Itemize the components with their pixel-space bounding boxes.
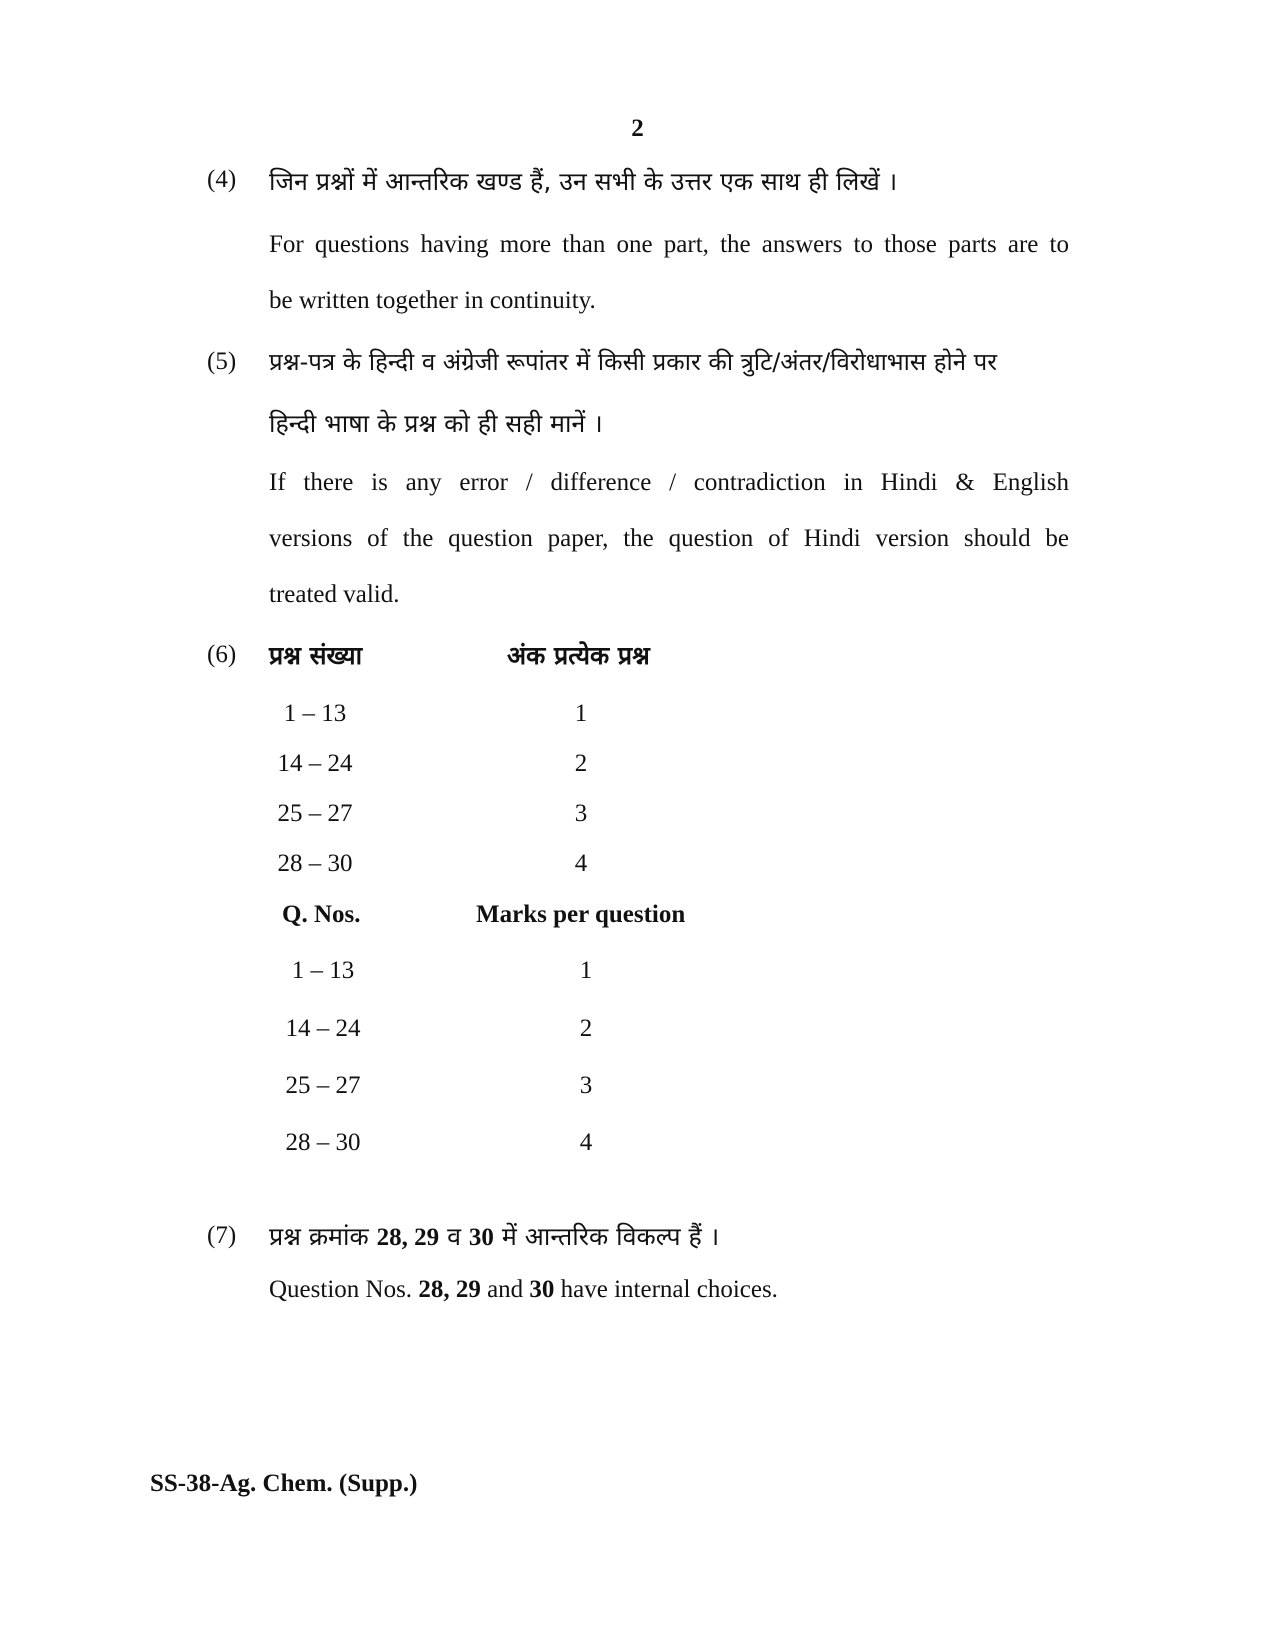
item-7-number: (7) xyxy=(207,1222,237,1249)
hindi-row-marks: 2 xyxy=(574,750,588,777)
hindi-header-marks: अंक प्रत्येक प्रश्न xyxy=(507,641,650,670)
item-5-english-line1: If there is any error / difference / contradiction in Hindi & English xyxy=(269,469,1069,496)
hindi-row-marks: 4 xyxy=(574,850,588,877)
english-row-marks: 4 xyxy=(579,1129,593,1156)
item-4-hindi: जिन प्रश्नों में आन्तरिक खण्ड हैं, उन सभी के उत्तर एक साथ ही लिखें । xyxy=(269,167,898,196)
item-5-english-line2: versions of the question paper, the question of Hindi version should be xyxy=(269,525,1069,552)
item-5-english-line3: treated valid. xyxy=(269,581,400,608)
item-4-number: (4) xyxy=(207,166,237,193)
item-5-hindi-line2: हिन्दी भाषा के प्रश्न को ही सही मानें । xyxy=(269,409,603,438)
hindi-row-qno: 28 – 30 xyxy=(277,850,353,877)
english-row-marks: 1 xyxy=(579,957,593,984)
item-6-number: (6) xyxy=(207,641,237,668)
hindi-row-marks: 1 xyxy=(574,700,588,727)
english-row-qno: 25 – 27 xyxy=(285,1072,361,1099)
item-7-english: Question Nos. 28, 29 and 30 have internal choices. xyxy=(269,1276,778,1303)
english-header-marks: Marks per question xyxy=(476,901,686,928)
hindi-row-marks: 3 xyxy=(574,800,588,827)
page-number: 2 xyxy=(631,115,644,142)
hindi-row-qno: 14 – 24 xyxy=(277,750,353,777)
hindi-row-qno: 25 – 27 xyxy=(277,800,353,827)
footer-paper-code: SS-38-Ag. Chem. (Supp.) xyxy=(150,1470,418,1497)
hindi-header-qno: प्रश्न संख्या xyxy=(269,641,363,670)
english-row-qno: 1 – 13 xyxy=(291,957,355,984)
hindi-row-qno: 1 – 13 xyxy=(283,700,347,727)
english-row-qno: 14 – 24 xyxy=(285,1015,361,1042)
english-row-marks: 2 xyxy=(579,1015,593,1042)
item-4-english-line2: be written together in continuity. xyxy=(269,287,596,314)
english-row-marks: 3 xyxy=(579,1072,593,1099)
english-row-qno: 28 – 30 xyxy=(285,1129,361,1156)
item-5-hindi-line1: प्रश्न-पत्र के हिन्दी व अंग्रेजी रूपांतर में किसी प्रकार की त्रुटि/अंतर/विरोधाभास होने पर xyxy=(269,348,998,376)
english-header-qno: Q. Nos. xyxy=(282,901,361,928)
item-4-english-line1: For questions having more than one part, the answers to those parts are to xyxy=(269,231,1069,258)
item-7-hindi: प्रश्न क्रमांक 28, 29 व 30 में आन्तरिक विकल्प हैं । xyxy=(269,1222,720,1251)
item-5-number: (5) xyxy=(207,348,237,375)
